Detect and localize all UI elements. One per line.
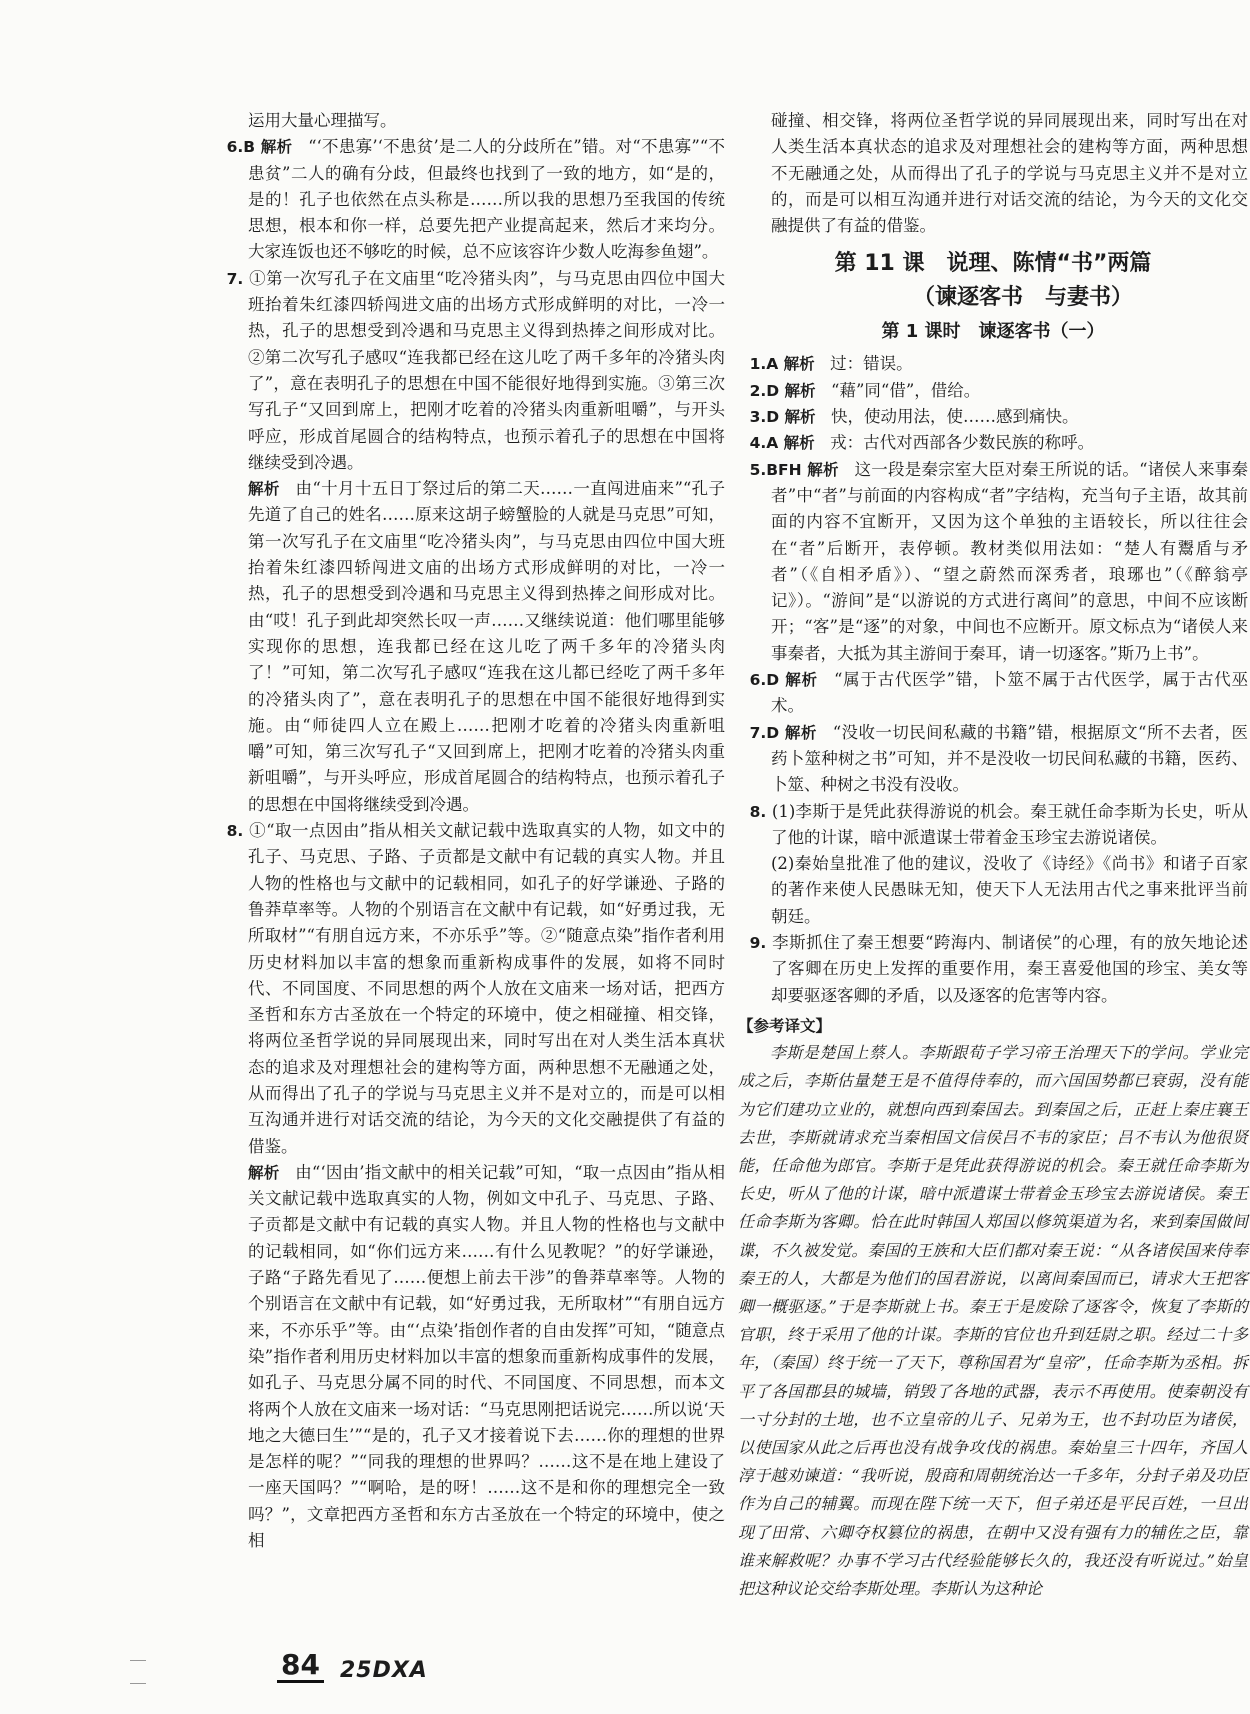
analysis-label: 解析 bbox=[807, 460, 855, 479]
answer-text: 运用大量心理描写。 bbox=[248, 111, 397, 130]
right-answer-item bbox=[738, 799, 1248, 852]
answer-number: 8. bbox=[226, 822, 250, 841]
continued-answer: 碰撞、相交锋，将两位圣哲学说的异同展现出来，同时写出在对人类生活本真状态的追求及对理想社会的建构等方面，两种思想不无融通之处，从而得出了孔子的学说与马克思主义并不是对立的，而是可以相互沟通并进行对话交流的结论，为今天的文化交融提供了有益的借鉴。 bbox=[771, 111, 1248, 236]
page-corner-mark bbox=[130, 1660, 146, 1684]
answer-text: 李斯抓住了秦王想要“跨海内、制诸侯”的心理，有的放矢地论述了客卿在历史上发挥的重要作用，秦王喜爱他国的珍宝、美女等却要驱逐客卿的矛盾，以及逐客的危害等内容。 bbox=[771, 933, 1248, 1005]
answer-number: 1.A bbox=[749, 355, 784, 374]
period-title: 第 1 课时 谏逐客书（一） bbox=[881, 321, 1105, 343]
left-answer-item bbox=[215, 818, 725, 1160]
answer-text: 快，使动用法，使……感到痛快。 bbox=[831, 407, 1079, 427]
left-answer-item bbox=[215, 1160, 725, 1554]
page-footer bbox=[277, 1650, 428, 1683]
analysis-label: 解析 bbox=[260, 138, 309, 157]
answer-number: 9. bbox=[749, 934, 773, 953]
right-answer-item bbox=[738, 430, 1248, 456]
analysis-label: 解析 bbox=[248, 480, 296, 499]
answer-text: (1)李斯于是凭此获得游说的机会。秦王就任命李斯为长史，听从了他的计谋，暗中派遣谋士带着金玉珍宝去游说诸侯。 bbox=[771, 801, 1248, 847]
answer-number: 6.D bbox=[749, 671, 786, 690]
analysis-label: 解析 bbox=[784, 381, 832, 400]
right-answer-item bbox=[738, 351, 1248, 377]
right-answer-item bbox=[738, 667, 1248, 720]
analysis-label: 解析 bbox=[783, 355, 831, 374]
answer-number: 5.BFH bbox=[749, 460, 808, 479]
answer-number: 7.D bbox=[749, 723, 785, 742]
right-answer-item bbox=[738, 404, 1248, 430]
right-answer-item bbox=[738, 457, 1248, 667]
answer-number: 4.A bbox=[749, 434, 784, 453]
left-column bbox=[215, 108, 725, 1554]
right-answer-item bbox=[738, 378, 1248, 404]
answer-text: ①第一次写孔子在文庙里“吃冷猪头肉”，与马克思由四位中国大班抬着朱红漆四轿闯进文庙的出场方式形成鲜明的对比，一冷一热，孔子的思想受到冷遇和马克思主义得到热捧之间形成对比。②第二次写孔子感叹“连我都已经在这儿吃了两千多年的冷猪头肉了”，意在表明孔子的思想在中国不能很好地得到实施。③第三次写孔子“又回到席上，把刚才吃着的冷猪头肉重新咀嚼”，与开头呼应，形成首尾圆合的结构特点，也预示着孔子的思想在中国将继续受到冷遇。 bbox=[248, 268, 725, 472]
analysis-label: 解析 bbox=[785, 671, 834, 690]
answer-number: 2.D bbox=[749, 381, 785, 400]
answer-text: (2)秦始皇批准了他的建议，没收了《诗经》《尚书》和诸子百家的著作来使人民愚昧无知，使天下人无法用古代之事来批评当前朝廷。 bbox=[771, 854, 1248, 926]
left-answer-item bbox=[215, 476, 725, 818]
answer-number: 8. bbox=[749, 802, 772, 821]
right-column bbox=[738, 108, 1248, 1603]
answer-text: “藉”同“借”，借给。 bbox=[831, 380, 981, 400]
answer-number: 3.D bbox=[749, 408, 785, 427]
analysis-label: 解析 bbox=[783, 434, 831, 453]
reference-translation-title: 【参考译文】 bbox=[738, 1016, 832, 1035]
brand-logo: 25DXA bbox=[339, 1658, 428, 1683]
analysis-label: 解析 bbox=[248, 1163, 296, 1182]
answer-text: 过：错误。 bbox=[830, 354, 913, 374]
answer-text: 这一段是秦宗室大臣对秦王所说的话。“诸侯人来事秦者”中“者”与前面的内容构成“者”字结构，充当句子主语，故其前面的内容不宜断开，又因为这个单独的主语较长，所以往往会在“者”后断开，表停顿。教材类似用法如：“楚人有鬻盾与矛者”（《自相矛盾》）、“望之蔚然而深秀者，琅琊也”（《醉翁亭记》）。“游间”是“以游说的方式进行离间”的意思，中间不应该断开；“客”是“逐”的对象，中间也不应断开。原文标点为“诸侯人来事秦者，大抵为其主游间于秦耳，请一切逐客。”斯乃上书”。 bbox=[771, 459, 1248, 663]
analysis-label: 解析 bbox=[784, 408, 832, 427]
answer-text: ①“取一点因由”指从相关文献记载中选取真实的人物，如文中的孔子、马克思、子路、子贡都是文献中有记载的真实人物。并且人物的性格也与文献中的记载相同，如孔子的好学谦逊、子路的鲁莽草率等。人物的个别语言在文献中有记载，如“好勇过我，无所取材”“有朋自远方来，不亦乐乎”等。②“随意点染”指作者利用历史材料加以丰富的想象而重新构成事件的发展，如将不同时代、不同国度、不同思想的两个人放在文庙来一场对话，把西方圣哲和东方古圣放在一个特定的环境中，使之相碰撞、相交锋，将两位圣哲学说的异同展现出来，同时写出在对人类生活本真状态的追求及对理想社会的建构等方面，两种思想不无融通之处，从而得出了孔子的学说与马克思主义并不是对立的，而是可以相互沟通并进行对话交流的结论，为今天的文化交融提供了有益的借鉴。 bbox=[248, 821, 725, 1156]
left-answer-item bbox=[215, 266, 725, 476]
page-number: 84 bbox=[277, 1650, 324, 1683]
answer-text: “‘不患寡’‘不患贫’是二人的分歧所在”错。对“不患寡”“不患贫”二人的确有分歧，但最终也找到了一致的地方，如“是的，是的！孔子也依然在点头称是……所以我的思想乃至我国的传统思想，根本和你一样，总要先把产业提高起来，然后才来均分。大家连饭也还不够吃的时候，总不应该容许少数人吃海参鱼翅”。 bbox=[248, 137, 725, 262]
answer-number: 7. bbox=[226, 269, 250, 288]
answer-text: 戎：古代对西部各少数民族的称呼。 bbox=[830, 433, 1095, 453]
right-answer-item bbox=[738, 930, 1248, 1009]
answer-text: “属于古代医学”错，卜筮不属于古代医学，属于古代巫术。 bbox=[771, 670, 1248, 716]
right-answer-item bbox=[738, 720, 1248, 799]
answer-text: 由“‘因由’指文献中的相关记载”可知，“取一点因由”指从相关文献记载中选取真实的人物，例如文中孔子、马克思、子路、子贡都是文献中有记载的真实人物。并且人物的性格也与文献中的记载相同，如“你们远方来……有什么见教呢？”的好学谦逊，子路“子路先看见了……便想上前去干涉”的鲁莽草率等。人物的个别语言在文献中有记载，如“好勇过我，无所取材”“有朋自远方来，不亦乐乎”等。由“‘点染’指创作者的自由发挥”可知，“随意点染”指作者利用历史材料加以丰富的想象而重新构成事件的发展，如孔子、马克思分属不同的时代、不同国度、不同思想，而本文将两个人放在文庙来一场对话：“马克思刚把话说完……所以说‘天地之大德曰生’”“是的，孔子又才接着说下去……你的理想的世界是怎样的呢？”“同我的理想的世界吗？……这不是在地上建设了一座天国吗？”“啊哈，是的呀！……这不是和你的理想完全一致吗？”，文章把西方圣哲和东方古圣放在一个特定的环境中，使之相 bbox=[248, 1162, 725, 1551]
lesson-subtitle: （谏逐客书 与妻书） bbox=[912, 285, 1133, 311]
lesson-title: 第 11 课 说理、陈情“书”两篇 bbox=[834, 251, 1152, 277]
left-answer-item bbox=[215, 108, 725, 134]
left-answer-item bbox=[215, 134, 725, 265]
answer-list bbox=[738, 351, 1248, 1008]
answer-text: “没收一切民间私藏的书籍”错，根据原文“所不去者，医药卜筮种树之书”可知，并不是没收一切民间私藏的书籍，医药、卜筮、种树之书没有没收。 bbox=[771, 722, 1248, 795]
analysis-label: 解析 bbox=[784, 723, 833, 742]
answer-number: 6.B bbox=[226, 138, 261, 157]
reference-translation: 李斯是楚国上蔡人。李斯跟荀子学习帝王治理天下的学问。学业完成之后，李斯估量楚王是不值得侍奉的，而六国国势都已衰弱，没有能为它们建功立业的，就想向西到秦国去。到秦国之后，正赶上秦庄襄王去世，李斯就请求充当秦相国文信侯吕不韦的家臣；吕不韦认为他很贤能，任命他为郎官。李斯于是凭此获得游说的机会。秦王就任命李斯为长史，听从了他的计谋，暗中派遣谋士带着金玉珍宝去游说诸侯。秦王任命李斯为客卿。恰在此时韩国人郑国以修筑渠道为名，来到秦国做间谍，不久被发觉。秦国的王族和大臣们都对秦王说：“从各诸侯国来侍奉秦王的人，大都是为他们的国君游说，以离间秦国而已，请求大王把客卿一概驱逐。”于是李斯就上书。秦王于是废除了逐客令，恢复了李斯的官职，终于采用了他的计谋。李斯的官位也升到廷尉之职。经过二十多年，（秦国）终于统一了天下，尊称国君为“皇帝”，任命李斯为丞相。拆平了各国郡县的城墙，销毁了各地的武器，表示不再使用。使秦朝没有一寸分封的土地，也不立皇帝的儿子、兄弟为王，也不封功臣为诸侯，以使国家从此之后再也没有战争攻伐的祸患。秦始皇三十四年，齐国人淳于越劝谏道：“我听说，殷商和周朝统治达一千多年，分封子弟及功臣作为自己的辅翼。而现在陛下统一天下，但子弟还是平民百姓，一旦出现了田常、六卿夺权篡位的祸患，在朝中又没有强有力的辅佐之臣，靠谁来解救呢？办事不学习古代经验能够长久的，我还没有听说过。”始皇把这种议论交给李斯处理。李斯认为这种论 bbox=[738, 1043, 1248, 1599]
answer-text: 由“十月十五日丁祭过后的第二天……一直闯进庙来”“孔子先道了自己的姓名……原来这胡子螃蟹脸的人就是马克思”可知，第一次写孔子在文庙里“吃冷猪头肉”，与马克思由四位中国大班抬着朱红漆四轿闯进文庙的出场方式形成鲜明的对比，一冷一热，孔子的思想受到冷遇和马克思主义得到热捧之间形成对比。由“哎！孔子到此却突然长叹一声……又继续说道：他们哪里能够实现你的思想，连我都已经在这儿吃了两千多年的冷猪头肉了！”可知，第二次写孔子感叹“连我在这儿都已经吃了两千多年的冷猪头肉了”，意在表明孔子的思想在中国不能很好地得到实施。由“师徒四人立在殿上……把刚才吃着的冷猪头肉重新咀嚼”可知，第三次写孔子“又回到席上，把刚才吃着的冷猪头肉重新咀嚼”，与开头呼应，形成首尾圆合的结构特点，也预示着孔子的思想在中国将继续受到冷遇。 bbox=[248, 479, 725, 814]
right-answer-item bbox=[738, 851, 1248, 930]
